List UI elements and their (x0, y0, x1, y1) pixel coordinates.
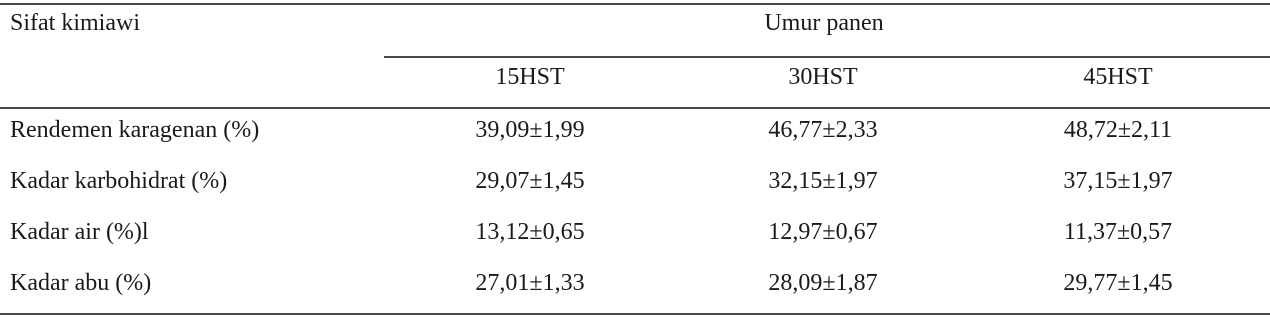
table-cell: 27,01±1,33 (475, 270, 585, 296)
row-label: Kadar abu (%) (10, 270, 152, 296)
table-cell: 39,09±1,99 (475, 117, 585, 143)
header-column-45hst: 45HST (1083, 64, 1153, 90)
table-cell: 37,15±1,97 (1063, 168, 1173, 194)
table-cell: 46,77±2,33 (768, 117, 878, 143)
table-top-rule (0, 3, 1270, 5)
table-cell: 11,37±0,57 (1063, 219, 1173, 245)
row-label: Kadar air (%)l (10, 219, 149, 245)
table-cell: 32,15±1,97 (768, 168, 878, 194)
header-group-label: Umur panen (764, 10, 884, 36)
table-cell: 28,09±1,87 (768, 270, 878, 296)
row-label: Kadar karbohidrat (%) (10, 168, 228, 194)
header-column-30hst: 30HST (788, 64, 858, 90)
table-cell: 29,77±1,45 (1063, 270, 1173, 296)
table-bottom-rule (0, 313, 1270, 315)
header-first-column: Sifat kimiawi (10, 10, 140, 36)
table-cell: 12,97±0,67 (768, 219, 878, 245)
header-column-15hst: 15HST (495, 64, 565, 90)
header-bottom-rule (0, 107, 1270, 109)
group-header-rule (384, 56, 1270, 58)
row-label: Rendemen karagenan (%) (10, 117, 260, 143)
table-cell: 29,07±1,45 (475, 168, 585, 194)
table-cell: 13,12±0,65 (475, 219, 585, 245)
table-cell: 48,72±2,11 (1063, 117, 1173, 143)
